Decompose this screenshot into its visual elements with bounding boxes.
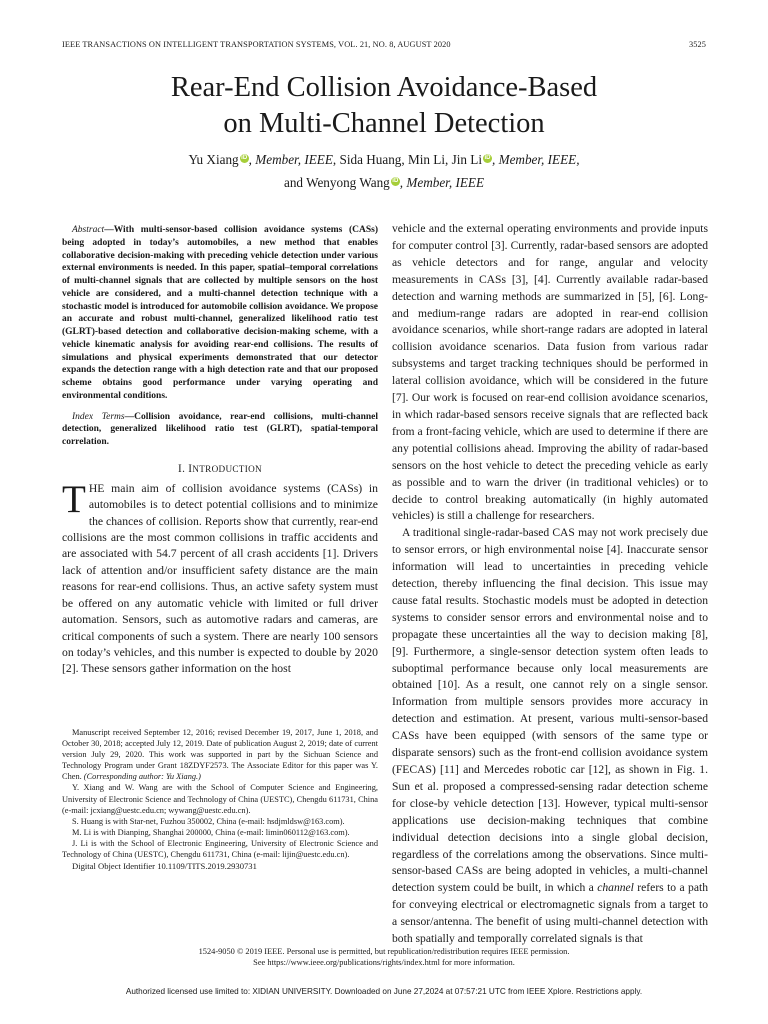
index-terms-text: —Collision avoidance, rear-end collisions, multi-channel detection, generalized likelihood ratio test (GLRT), spatial-temporal correlation.	[62, 411, 378, 447]
title-line-1: Rear-End Collision Avoidance-Based	[170, 72, 598, 103]
body-paragraph: vehicle and the external operating environments and provide inputs for computer control [3]. Currently, radar-based sensors are adopted as vehicle detectors and for range, angular and velocity measurements in CASs [3], [4]. Currently available radar-based detection and warning methods are summarized in [5], [6]. Long- and medium-range radars are adopted in rear-end collision avoidance scenarios, while short-range radars are adopted in lateral collision avoidance scenarios. Data fusion from various radar subsystems and target tracking techniques should be performed in lateral collision avoidance, which will be considered in the future [7]. Our work is focused on rear-end collision avoidance scenarios, in which radar-based sensors receive signals that are reflected back from a front-facing vehicle, which are used to determine if there are any potential collisions ahead. Improving the ability of radar-based sensors on the host vehicle to detect the preceding vehicle as early as possible and to warn the driver (in traditional vehicles) or to decide to control breaking automatically (in highly automated vehicles) is still a challenge for researchers.	[392, 222, 708, 523]
footnote-affiliation: M. Li is with Dianping, Shanghai 200000, China (e-mail: limin060112@163.com).	[72, 827, 350, 837]
intro-text: HE main aim of collision avoidance systems (CASs) in automobiles is to detect potential collisions and to minimize the chances of collision. Reports show that currently, rear-end collisions are the most common collisions in traffic accidents and are associated with 54.7 percent of all crash accidents [1]. Drivers lack of attention and/or insufficient safety distance are the main reasons for rear-end collisions. Thus, an active safety system must be offered on any automatic vehicle with limited or full driver automation. Sensors, such as automotive radars and cameras, are critical components of such a system. There are nearly 100 sensors on today’s vehicles, and this number is expected to double by 2020 [2]. These sensors gather information on the host	[62, 481, 378, 676]
drop-cap: T	[62, 477, 86, 521]
copyright-line-1: 1524-9050 © 2019 IEEE. Personal use is permitted, but republication/redistribution requires IEEE permission.	[198, 947, 570, 956]
index-terms	[62, 411, 378, 449]
author-role: , Member, IEEE,	[491, 152, 580, 167]
section-numeral: I. I	[178, 462, 193, 475]
emphasis-channel: channel	[597, 881, 634, 895]
paper-title	[0, 70, 768, 142]
index-terms-lead: Index Terms	[72, 411, 125, 422]
author-name: and Wenyong Wang	[283, 175, 390, 190]
doi: Digital Object Identifier 10.1109/TITS.2019.2930731	[72, 861, 257, 872]
footnote-affiliation: J. Li is with the School of Electronic Engineering, University of Electronic Science and Technology of China (UESTC), Chengdu 611731, China (e-mail: lijin@uestc.edu.cn).	[62, 838, 378, 860]
copyright-line-2: See https://www.ieee.org/publications/rights/index.html for more information.	[253, 957, 515, 967]
author-line-2	[0, 171, 768, 194]
section-name: NTRODUCTION	[192, 463, 262, 474]
abstract-text: —With multi-sensor-based collision avoidance systems (CASs) being adopted in today’s automobiles, a new method that enables collaborative decision-making with preceding vehicle detection under various external environments is needed. In this paper, spatial–temporal correlations of multi-channel signals that are collected by multiple sensors on the host vehicle are considered, and a multi-channel detection technique with a stochastic model is introduced for automobile collision avoidance. We propose an accurate and robust multi-channel, generalized likelihood ratio test (GLRT)-based detection and collaborative decision-making scheme, with a vehicle kinematic analysis for avoiding rear-end collisions. The results of simulations and physical experiments demonstrated that our detector expands the detection range with a high detection rate and that our proposed scheme obtains good performance under varying operating and environmental conditions.	[62, 225, 378, 401]
orcid-icon[interactable]: iD	[392, 178, 399, 184]
footnotes	[62, 727, 378, 872]
left-column	[62, 224, 378, 678]
title-line-2: on Multi-Channel Detection	[223, 108, 545, 139]
author-role: , Member, IEEE	[248, 152, 333, 167]
copyright-notice	[0, 947, 768, 968]
orcid-icon[interactable]: iD	[241, 155, 248, 161]
author-line-1	[0, 148, 768, 171]
intro-paragraph	[62, 477, 378, 678]
corresponding-author: (Corresponding author: Yu Xiang.)	[83, 772, 201, 782]
footnote-affiliation: S. Huang is with Star-net, Fuzhou 350002, China (e-mail: hsdjmldsw@163.com).	[72, 816, 345, 826]
abstract	[62, 224, 378, 403]
orcid-icon[interactable]: iD	[484, 155, 491, 161]
right-column	[392, 221, 708, 948]
author-name: Yu Xiang	[188, 152, 239, 167]
footnote-received: Manuscript received September 12, 2016; revised December 19, 2017, June 1, 2018, and October 30, 2018; accepted July 12, 2019. Date of publication August 2, 2019; date of current version July 29, 2020. This work was supported in part by the Sichuan Science and Technology Program under Grant 18ZDYF2573. The Associate Editor for this paper was Y. Chen. (Corresponding author: Yu Xiang.)	[62, 728, 378, 782]
download-notice: Authorized licensed use limited to: XIDIAN UNIVERSITY. Downloaded on June 27,2024 at 07:57:21 UTC from IEEE Xplore. Restrictions apply.	[125, 987, 643, 996]
page-number: 3525	[689, 40, 706, 49]
footnote-affiliation: Y. Xiang and W. Wang are with the School of Computer Science and Engineering, University of Electronic Science and Technology of China (UESTC), Chengdu 611731, China (e-mail: jcxiang@uestc.edu.cn; wywang@uestc.edu.cn).	[62, 783, 378, 815]
body-paragraph: A traditional single-radar-based CAS may not work precisely due to sensor errors, or high environmental noise [4]. Inaccurate sensor information will lead to uncertainties in preceding vehicle detection, thereby influencing the final decision. This issue may cause fatal results. Stochastic models must be adopted in detection systems to consider sensor errors and environmental noise and to propagate these uncertainties all the way to decision making [8], [9]. Furthermore, a single-sensor detection system often leads to suboptimal performance because only local measurements are obtained [10]. As a result, one cannot rely on a single sensor. Information from multiple sensors provides more accuracy in detection and estimation. At present, various multi-sensor-based CASs have been equipped (with sensors of the same type or disparate sensors) such as the front-end collision avoidance system (FECAS) [11] and Mercedes robotic car [12], as shown in Fig. 1. Sun et al. proposed a compressed-sensing radar detection scheme for close-by vehicle detection [13]. However, typical multi-sensor applications use decision-making techniques that combine individual detection decisions into a single global decision, regardless of the correlations among the observations. Since multi-sensor-based CASs are being adopted in vehicles, a multi-channel detection system could be built, in which a channel refers to a path for conveying electrical or electromagnetic signals from a target to a sensor/antenna. The benefit of using multi-channel detection with both spatially and temporally correlated signals is that	[392, 526, 708, 946]
author-role: , Member, IEEE	[399, 175, 485, 190]
abstract-lead: Abstract	[72, 225, 105, 235]
author-names: , Sida Huang, Min Li, Jin Li	[332, 152, 482, 167]
author-list	[0, 148, 768, 194]
section-heading	[62, 461, 378, 477]
journal-header: IEEE TRANSACTIONS ON INTELLIGENT TRANSPORTATION SYSTEMS, VOL. 21, NO. 8, AUGUST 2020	[62, 40, 451, 49]
